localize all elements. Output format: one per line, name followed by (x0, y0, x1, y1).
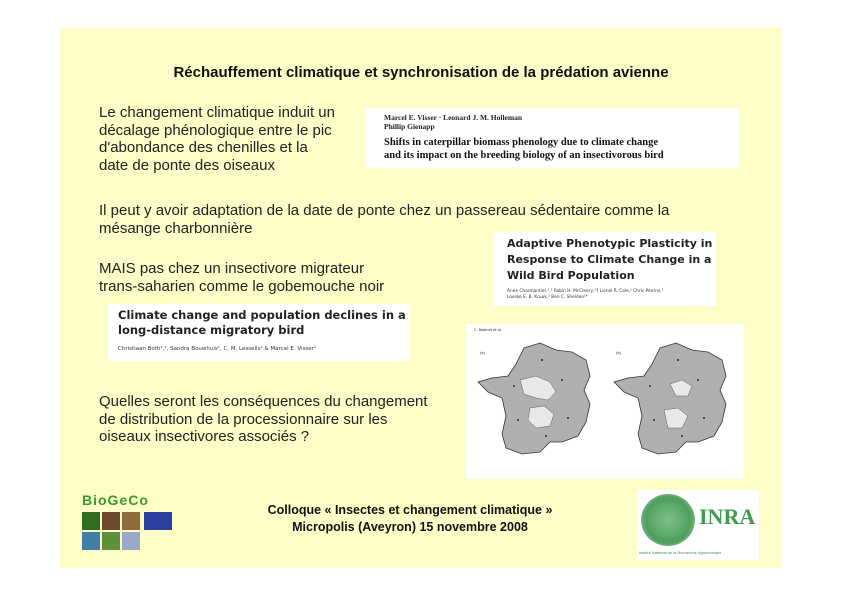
logo-tile (102, 512, 120, 530)
logo-tile (144, 512, 172, 530)
text-line: oiseaux insectivores associés ? (99, 428, 310, 445)
text-line: MAIS pas chez un insectivore migrateur (99, 260, 365, 277)
slide-title: Réchauffement climatique et synchronisation de la prédation avienne (173, 64, 669, 81)
text-line: d'abondance des chenilles et la (99, 139, 308, 156)
biogeco-logo-text: BioGeCo (82, 492, 149, 508)
text-line: Quelles seront les conséquences du changement (99, 393, 428, 410)
map-france-b (614, 343, 726, 454)
text-line: Response to Climate Change in a (507, 253, 712, 266)
inra-caption: Institut National de la Recherche Agronomique (639, 550, 722, 555)
text-line: long-distance migratory bird (118, 323, 305, 337)
paragraph-phenology (99, 104, 335, 174)
paper-title: Shifts in caterpillar biomass phenology due to climate change (384, 137, 658, 148)
paragraph-question (99, 393, 428, 446)
text-line: de distribution de la processionnaire sur les (99, 410, 388, 428)
logo-tile (102, 532, 120, 550)
footer-event (220, 502, 600, 536)
inra-logo (637, 490, 759, 560)
slide (60, 28, 782, 568)
logo-tile (122, 512, 140, 530)
text-line: Loeske E. B. Kruuk,³ Ben C. Sheldon¹* (507, 295, 588, 300)
paper-reference-charmantier (494, 232, 716, 306)
paper-title: and its impact on the breeding biology of an insectivorous bird (384, 150, 664, 161)
footer-line: Colloque « Insectes et changement climatique » (267, 503, 553, 517)
inra-emblem (641, 494, 695, 546)
text-line: décalage phénologique entre le pic (99, 121, 332, 139)
paper-authors: Marcel E. Visser · Leonard J. M. Holleman (384, 113, 523, 122)
text-line: Adaptive Phenotypic Plasticity in (507, 237, 713, 250)
map-france-a (478, 343, 590, 454)
footer-line: Micropolis (Aveyron) 15 novembre 2008 (292, 520, 528, 534)
logo-tile (122, 532, 140, 550)
paper-title (507, 236, 712, 284)
text-line: Climate change and population declines in a (118, 308, 406, 322)
france-maps (466, 324, 744, 479)
text-line: date de ponte des oiseaux (99, 156, 275, 174)
paper-reference-visser (365, 108, 739, 168)
logo-tile (82, 512, 100, 530)
panel-label-b: (b) (616, 351, 621, 355)
text-line: mésange charbonnière (99, 219, 253, 237)
figure-credit: C. Robinet et al. (474, 328, 503, 332)
text-line: Il peut y avoir adaptation de la date de ponte chez un passereau sédentaire comme la (99, 202, 670, 219)
paragraph-migrant (99, 260, 384, 295)
panel-label-a: (a) (480, 351, 485, 355)
distribution-maps-figure (466, 324, 744, 479)
text-line: Le changement climatique induit un (99, 104, 335, 121)
biogeco-logo (80, 492, 174, 554)
text-line: Anne Charmantier,¹,² Robin H. McCleery,¹† Lionel R. Cole,¹ Chris Perrins,¹ (507, 289, 664, 294)
text-line: Wild Bird Population (507, 269, 635, 282)
logo-tile (82, 532, 100, 550)
paper-authors: Christiaan Both¹,², Sandra Bouwhuis¹, C. M. Lessells¹ & Marcel E. Visser¹ (118, 346, 317, 352)
paper-authors (507, 289, 663, 301)
paper-reference-both (108, 304, 410, 361)
paper-title (118, 308, 406, 338)
text-line: trans-saharien comme le gobemouche noir (99, 277, 385, 295)
paper-authors: Phillip Gienapp (384, 122, 435, 131)
inra-logo-text: INRA (699, 504, 756, 529)
